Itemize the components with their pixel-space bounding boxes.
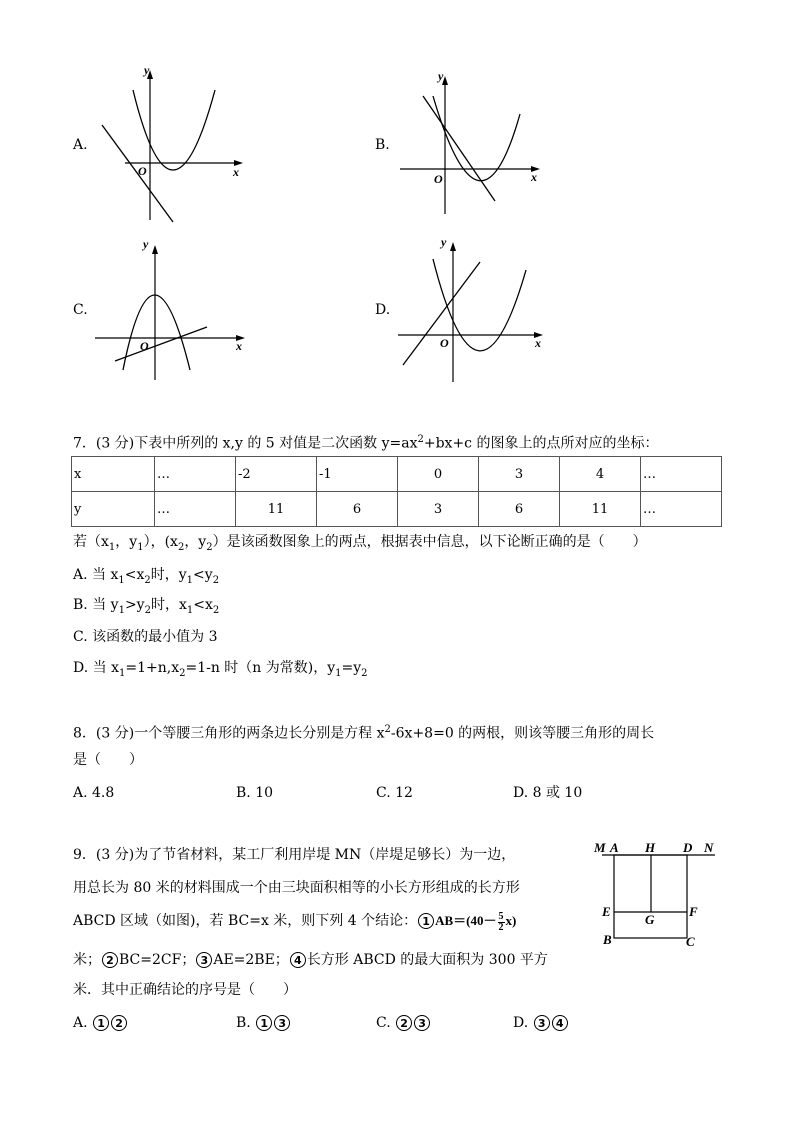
table-cell: 3 [479, 457, 560, 492]
table-cell: 4 [560, 457, 641, 492]
circled-number: 3 [414, 1015, 430, 1031]
x-axis-label: x [233, 165, 239, 179]
circled-number: 4 [552, 1015, 568, 1031]
table-cell: 6 [317, 492, 398, 527]
origin-label: O [440, 336, 449, 350]
table-cell: … [641, 492, 722, 527]
q7-option-b[interactable]: B. 当 $y_1>y_2$时，$x_1<x_2$ [73, 597, 220, 616]
label-e: E [602, 904, 611, 919]
circled-number: 4 [290, 952, 306, 968]
table-cell: … [641, 457, 722, 492]
label-g: G [645, 912, 655, 927]
q9-option-a[interactable]: A. 1 2 [73, 1013, 128, 1033]
q7-condition: 若（$x_1$，$y_1$），($x_2$，$y_2$）是该函数图象上的两点，根据表中信息，以下论断正确的是（ ） [73, 534, 647, 553]
q7-stem: 7．(3 分)下表中所列的 x,y 的 5 对值是二次函数 $y=ax^2+bx+c$ 的图象上的点所对应的坐标： [73, 434, 659, 452]
q7-option-d[interactable]: D. 当 $x_1=1+n,x_2=1-n$ 时（n 为常数)，$y_1=y_2$ [73, 660, 368, 679]
y-axis-label: y [143, 237, 149, 251]
q7-option-a[interactable]: A. 当 $x_1<x_2$时，$y_1<y_2$ [73, 567, 220, 586]
circled-number: 1 [256, 1015, 272, 1031]
option-d-label: D. [375, 302, 391, 318]
q9-stem-line1: 9．(3 分)为了节省材料，某工厂利用岸堤 MN（岸堤足够长）为一边， [73, 847, 516, 863]
x-axis-label: x [531, 170, 537, 184]
table-cell: 11 [236, 492, 317, 527]
circled-number: 1 [418, 913, 434, 929]
label-d: D [683, 840, 693, 855]
circled-number: 3 [274, 1015, 290, 1031]
q9-option-d[interactable]: D. 3 4 [513, 1013, 569, 1033]
table-row-x [72, 457, 722, 492]
graph-a [95, 60, 255, 225]
table-cell: … [155, 492, 236, 527]
q9-option-c[interactable]: C. 2 3 [376, 1013, 431, 1033]
option-a-label: A. [73, 137, 88, 153]
q8-option-d[interactable]: D. 8 或 10 [513, 785, 583, 801]
circled-number: 2 [102, 952, 118, 968]
circled-number: 2 [396, 1015, 412, 1031]
table-cell: 11 [560, 492, 641, 527]
y-axis-label: y [144, 63, 150, 77]
circled-number: 1 [93, 1015, 109, 1031]
origin-label: O [434, 172, 443, 186]
y-axis-label: y [441, 235, 447, 249]
label-b: B [603, 932, 612, 947]
q9-stem-line5: 米．其中正确结论的序号是（ ） [73, 982, 297, 998]
table-cell: 3 [398, 492, 479, 527]
label-n: N [704, 840, 714, 855]
parabola [123, 295, 190, 370]
x-axis-label: x [236, 339, 242, 353]
origin-label: O [140, 339, 149, 353]
label-f: F [689, 904, 698, 919]
table-cell: -1 [317, 457, 398, 492]
table-cell: 6 [479, 492, 560, 527]
label-c: C [686, 934, 695, 949]
graph-b [395, 66, 555, 216]
q9-stem-line2: 用总长为 80 米的材料围成一个由三块面积相等的小长方形组成的长方形 [73, 880, 520, 896]
parabola [433, 96, 520, 181]
q9-stem-line3: ABCD 区域（如图)，若 BC=x 米，则下列 4 个结论： 1 AB＝(40－ $\frac{5}{2}$ x) [73, 910, 517, 933]
q9-stem-line4: 米； 2 BC=2CF； 3 AE=2BE； 4 长方形 ABCD 的最大面积为 300 平方 [73, 952, 548, 968]
table-cell: … [155, 457, 236, 492]
q8-stem-line2: 是（ ） [73, 752, 143, 768]
y-axis-label: y [438, 69, 444, 83]
q9-option-b[interactable]: B. 1 3 [236, 1013, 291, 1033]
q8-option-c[interactable]: C. 12 [376, 785, 413, 801]
ab-formula: AB＝(40－ $\frac{5}{2}$ x) [435, 910, 517, 933]
table-cell: x [72, 457, 155, 492]
table-cell: 0 [398, 457, 479, 492]
table-cell: -2 [236, 457, 317, 492]
label-a: A [610, 840, 619, 855]
option-b-label: B. [375, 137, 390, 153]
origin-label: O [138, 164, 147, 178]
x-axis-label: x [535, 336, 541, 350]
graph-d [398, 232, 558, 384]
circled-number: 3 [196, 952, 212, 968]
table-cell: y [72, 492, 155, 527]
option-c-label: C. [73, 302, 88, 318]
parabola [133, 90, 215, 170]
label-m: M [594, 840, 606, 855]
table-row-y [72, 492, 722, 527]
circled-number: 3 [534, 1015, 550, 1031]
q7-option-c[interactable]: C. 该函数的最小值为 3 [73, 629, 218, 645]
q8-option-b[interactable]: B. 10 [236, 785, 274, 801]
q9-rectangle-figure [590, 836, 730, 956]
q8-option-a[interactable]: A. 4.8 [73, 785, 115, 801]
circled-number: 2 [111, 1015, 127, 1031]
q8-stem-line1: 8．(3 分)一个等腰三角形的两条边长分别是方程 $x^2-6x+8=0$ 的两根，则该等腰三角形的周长 [73, 724, 655, 742]
graph-c [95, 235, 255, 385]
q7-value-table [71, 456, 722, 527]
label-h: H [645, 840, 656, 855]
